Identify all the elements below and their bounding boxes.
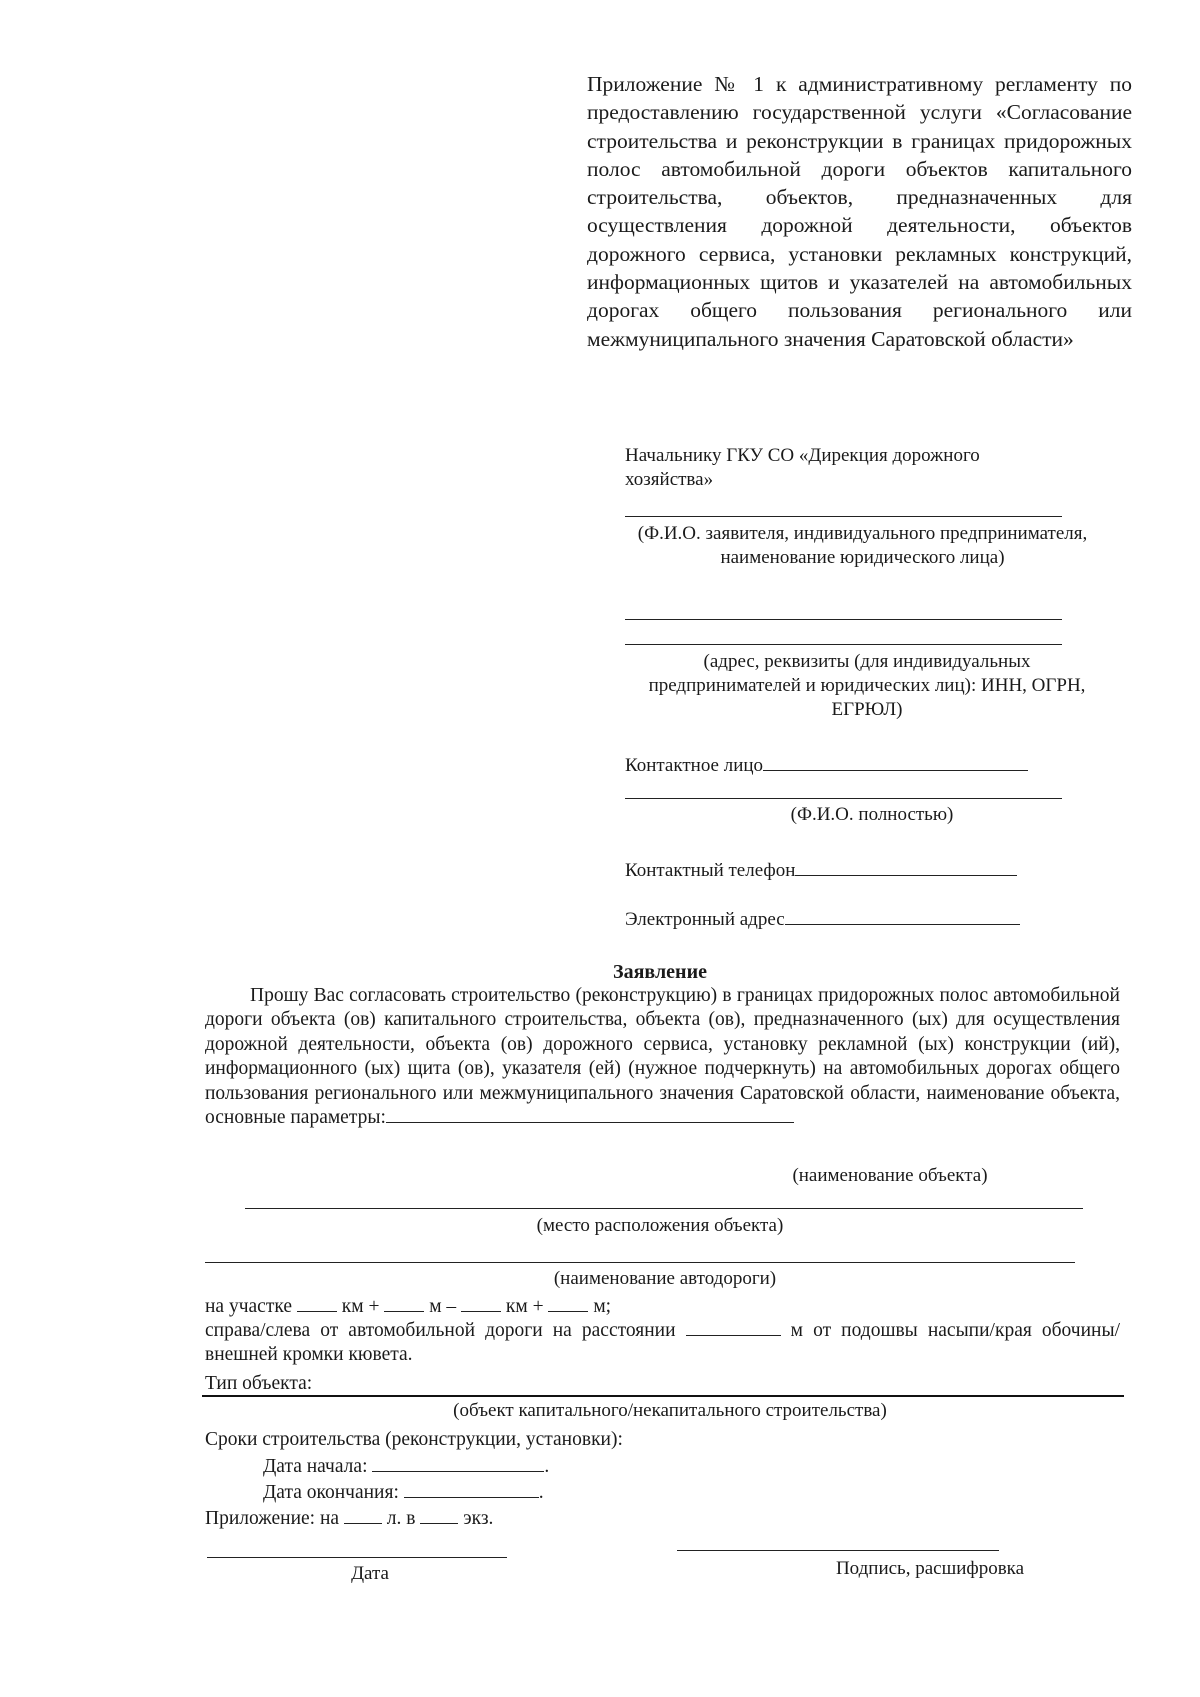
- m-label-1: м –: [429, 1296, 457, 1317]
- terms-label: Сроки строительства (реконструкции, установки):: [205, 1429, 623, 1450]
- object-location-caption: (место расположения объекта): [536, 1215, 784, 1236]
- email-field[interactable]: [785, 906, 1020, 925]
- start-date-row: [263, 1454, 549, 1479]
- m-label-2: м;: [593, 1296, 612, 1317]
- object-type-label: Тип объекта:: [205, 1373, 313, 1394]
- statement-body: [205, 984, 1120, 1130]
- statement-text: Прошу Вас согласовать строительство (реконструкцию) в границах придорожных полос автомобильной дороги объекта (ов) капитального строительства, объекта (ов), предназначенного (ых) для осуществления дорожной деятельности, объекта (ов) дорожного сервиса, установку рекламной (ых) конструкции (ий), информационного (ых) щита (ов), указателя (ей) (нужное подчеркнуть) на автомобильных дорогах общего пользования регионального или межмуниципального значения Саратовской области, наименование объекта, основные параметры:: [205, 985, 1120, 1129]
- object-name-caption: (наименование объекта): [792, 1165, 988, 1186]
- object-type-caption: (объект капитального/некапитального строительства): [453, 1400, 887, 1421]
- segment-row: [205, 1294, 611, 1319]
- end-date-field[interactable]: [404, 1480, 539, 1498]
- end-date-label: Дата окончания:: [263, 1482, 399, 1503]
- contact-person-caption: (Ф.И.О. полностью): [790, 804, 954, 825]
- segment-m-start[interactable]: [384, 1294, 424, 1312]
- object-type-field[interactable]: [202, 1395, 1124, 1397]
- address-caption: (адрес, реквизиты (для индивидуальных предпринимателей и юридических лиц): ИНН, ОГРН, ЕГРЮЛ): [648, 651, 1086, 720]
- address-line-2[interactable]: [625, 644, 1062, 645]
- segment-label: на участке: [205, 1296, 292, 1317]
- attachment-pages-field[interactable]: [344, 1506, 382, 1524]
- start-date-period: .: [544, 1456, 550, 1477]
- distance-field[interactable]: [686, 1318, 781, 1336]
- contact-person-field[interactable]: [763, 752, 1028, 771]
- end-date-period: .: [538, 1482, 544, 1503]
- attachment-label-3: экз.: [463, 1508, 494, 1529]
- object-location-line[interactable]: [245, 1208, 1083, 1209]
- signature-caption: Подпись, расшифровка: [835, 1558, 1025, 1579]
- km-label-2: км +: [505, 1296, 544, 1317]
- segment-m-end[interactable]: [548, 1294, 588, 1312]
- km-label-1: км +: [341, 1296, 380, 1317]
- start-date-field[interactable]: [372, 1454, 544, 1472]
- contact-person-label: Контактное лицо: [625, 755, 764, 776]
- road-name-caption: (наименование автодороги): [553, 1268, 777, 1289]
- start-date-label: Дата начала:: [263, 1456, 368, 1477]
- phone-row: [625, 857, 1017, 883]
- attachment-label: Приложение: на: [205, 1508, 340, 1529]
- attachment-row: [205, 1506, 493, 1531]
- segment-km-end[interactable]: [461, 1294, 501, 1312]
- attachment-label-2: л. в: [386, 1508, 416, 1529]
- statement-title: Заявление: [613, 961, 707, 983]
- segment-km-start[interactable]: [297, 1294, 337, 1312]
- date-line[interactable]: [207, 1557, 507, 1558]
- signature-line[interactable]: [677, 1550, 999, 1551]
- addressee-title: Начальнику ГКУ СО «Дирекция дорожного хозяйства»: [625, 445, 980, 490]
- attachment-copies-field[interactable]: [420, 1506, 458, 1524]
- date-caption: Дата: [351, 1563, 389, 1584]
- applicant-name-line[interactable]: [625, 516, 1062, 517]
- side-distance-text: [205, 1318, 1120, 1367]
- object-name-field[interactable]: [386, 1106, 794, 1123]
- contact-person-row: [625, 752, 1028, 778]
- address-line-1[interactable]: [625, 619, 1062, 620]
- email-row: [625, 906, 1020, 932]
- side-text-a: справа/слева от автомобильной дороги на расстоянии: [205, 1320, 676, 1341]
- email-label: Электронный адрес: [625, 909, 785, 930]
- applicant-caption: (Ф.И.О. заявителя, индивидуального предпринимателя, наименование юридического лица): [637, 523, 1088, 568]
- end-date-row: [263, 1480, 544, 1505]
- phone-label: Контактный телефон: [625, 860, 796, 881]
- side-text-b: м от подошвы насыпи/края обочины/внешней кромки кювета.: [205, 1320, 1120, 1365]
- regulation-appendix-header: Приложение № 1 к административному регламенту по предоставлению государственной услуги «Согласование строительства и реконструкции в границах придорожных полос автомобильной дороги объектов капитального строительства, объектов, предназначенных для осуществления дорожной деятельности, объектов дорожного сервиса, установки рекламных конструкций, информационных щитов и указателей на автомобильных дорогах общего пользования регионального или межмуниципального значения Саратовской области»: [587, 72, 1132, 351]
- contact-person-line-2[interactable]: [625, 798, 1062, 799]
- road-name-line[interactable]: [205, 1262, 1075, 1263]
- phone-field[interactable]: [795, 857, 1017, 876]
